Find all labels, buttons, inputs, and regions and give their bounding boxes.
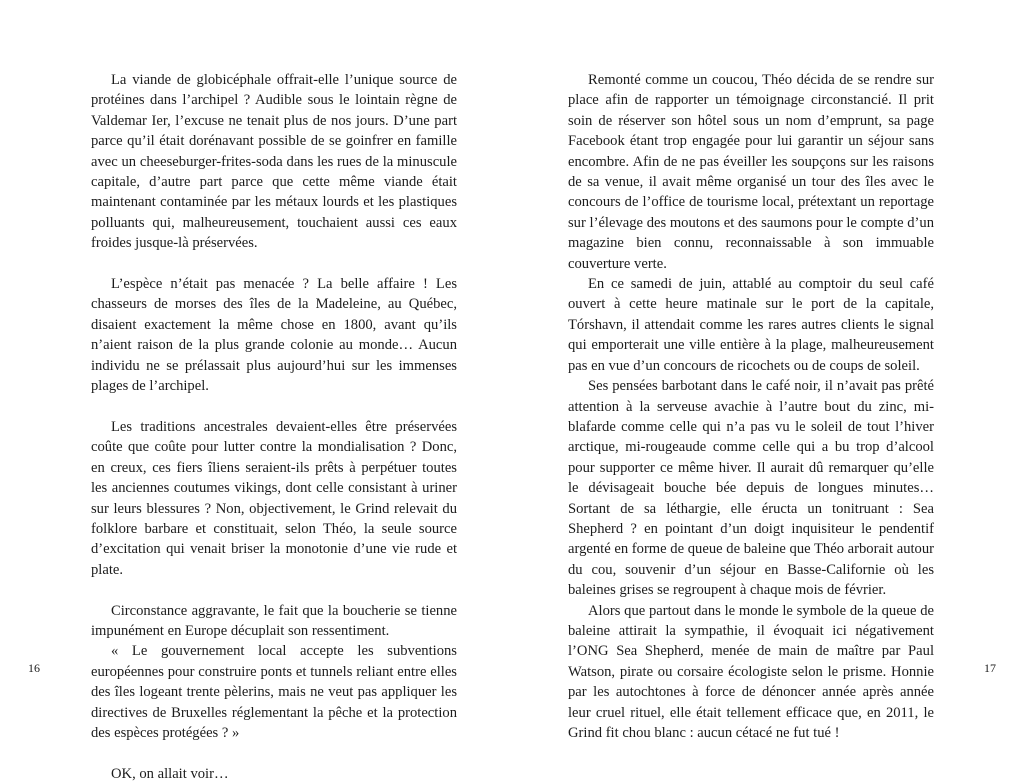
paragraph: Ses pensées barbotant dans le café noir, il n’avait pas prêté attention à la serveuse avachie à l’autre bout du zinc, mi-blafarde comme celle qui n’a pas vu le soleil de tout l’hiver arctique, mi-rougeaude comme celle qui a bu trop d’alcool pour supporter ce même hiver. Il aurait dû remarquer qu’elle le dévisageait bouche bée depuis de longues minutes… Sortant de sa léthargie, elle éructa un tonitruant : Sea Shepherd ? en pointant d’un doigt inquisiteur le pendentif argenté en forme de queue de baleine que Théo arborait autour du cou, souvenir d’un séjour en Basse-Californie où les baleines grises se regroupent à chaque mois de février.	[568, 378, 934, 599]
paragraph: La viande de globicéphale offrait-elle l’unique source de protéines dans l’archipel ? Audible sous le lointain règne de Valdemar Ier, l’excuse ne tenait plus de nos jours. D’une part parce qu’il était dorénavant possible de se goinfrer en famille avec un cheeseburger-frites-soda dans les rues de la minuscule capitale, d’autre part parce que cette même viande était maintenant contaminée par les métaux lourds et les plastiques polluants qui, malheureusement, touchaient aussi ces eaux froides jusque-là préservées.	[91, 72, 457, 252]
quotation-paragraph: « Le gouvernement local accepte les subventions européennes pour construire ponts et tunnels reliant entre elles des îles logeant trente pèlerins, mais ne veut pas appliquer les directives de Bruxelles réglementant la pêche et la protection des espèces protégées ? »	[91, 643, 457, 741]
paragraph: En ce samedi de juin, attablé au comptoir du seul café ouvert à cette heure matinale sur le port de la capitale, Tórshavn, il attendait comme les rares autres clients le signal qui emporterait une ville entière à la plage, malheureusement pas en vue d’un concours de ricochets ou de coups de soleil.	[568, 276, 934, 374]
paragraph: Circonstance aggravante, le fait que la boucherie se tienne impunément en Europe décuplait son ressentiment.	[91, 602, 457, 639]
page-number-right: 17	[984, 661, 996, 675]
paragraph: Remonté comme un coucou, Théo décida de se rendre sur place afin de rapporter un témoignage circonstancié. Il prit soin de réserver son hôtel sous un nom d’emprunt, sa page Facebook étant trop engagée pour lui garantir un séjour sans encombre. Afin de ne pas éveiller les soupçons sur les raisons de sa venue, il avait même organisé un tour des îles avec le concours de l’office de tourisme local, prétextant un reportage sur l’élevage des moutons et des saumons pour le compte d’un magazine bien connu, reconnaissable à son immuable couverture verte.	[568, 72, 934, 272]
right-page-body	[568, 70, 934, 743]
paragraph: Les traditions ancestrales devaient-elles être préservées coûte que coûte pour lutter contre la mondialisation ? Donc, en creux, ces fiers îliens seraient-ils prêts à perpétuer toutes les anciennes coutumes vikings, dont celle consistant à uriner sur leurs blessures ? Non, objectivement, le Grind relevait du folklore barbare et constituait, selon Théo, la seule source d’excitation qui venait briser la monotonie d’une vie rude et plate.	[91, 418, 457, 578]
paragraph: Alors que partout dans le monde le symbole de la queue de baleine attirait la sympathie, il évoquait ici négativement l’ONG Sea Shepherd, menée de main de maître par Paul Watson, pirate ou corsaire écologiste selon le prisme. Honnie par les autochtones à force de dénoncer année après année leur cruel rituel, elle était tellement efficace que, en 2011, le Grind fit chou blanc : aucun cétacé ne fut tué !	[568, 602, 934, 741]
paragraph: OK, on allait voir…	[111, 765, 229, 782]
page-number-left: 16	[28, 661, 40, 675]
left-page-body	[91, 70, 457, 784]
paragraph: L’espèce n’était pas menacée ? La belle affaire ! Les chasseurs de morses des îles de la Madeleine, au Québec, disaient exactement la même chose en 1800, avant qu’ils n’aient raison de la plus grande colonie au monde… Aucun individu ne se prélassait plus aujourd’hui sur les immenses plages de l’archipel.	[91, 276, 457, 395]
